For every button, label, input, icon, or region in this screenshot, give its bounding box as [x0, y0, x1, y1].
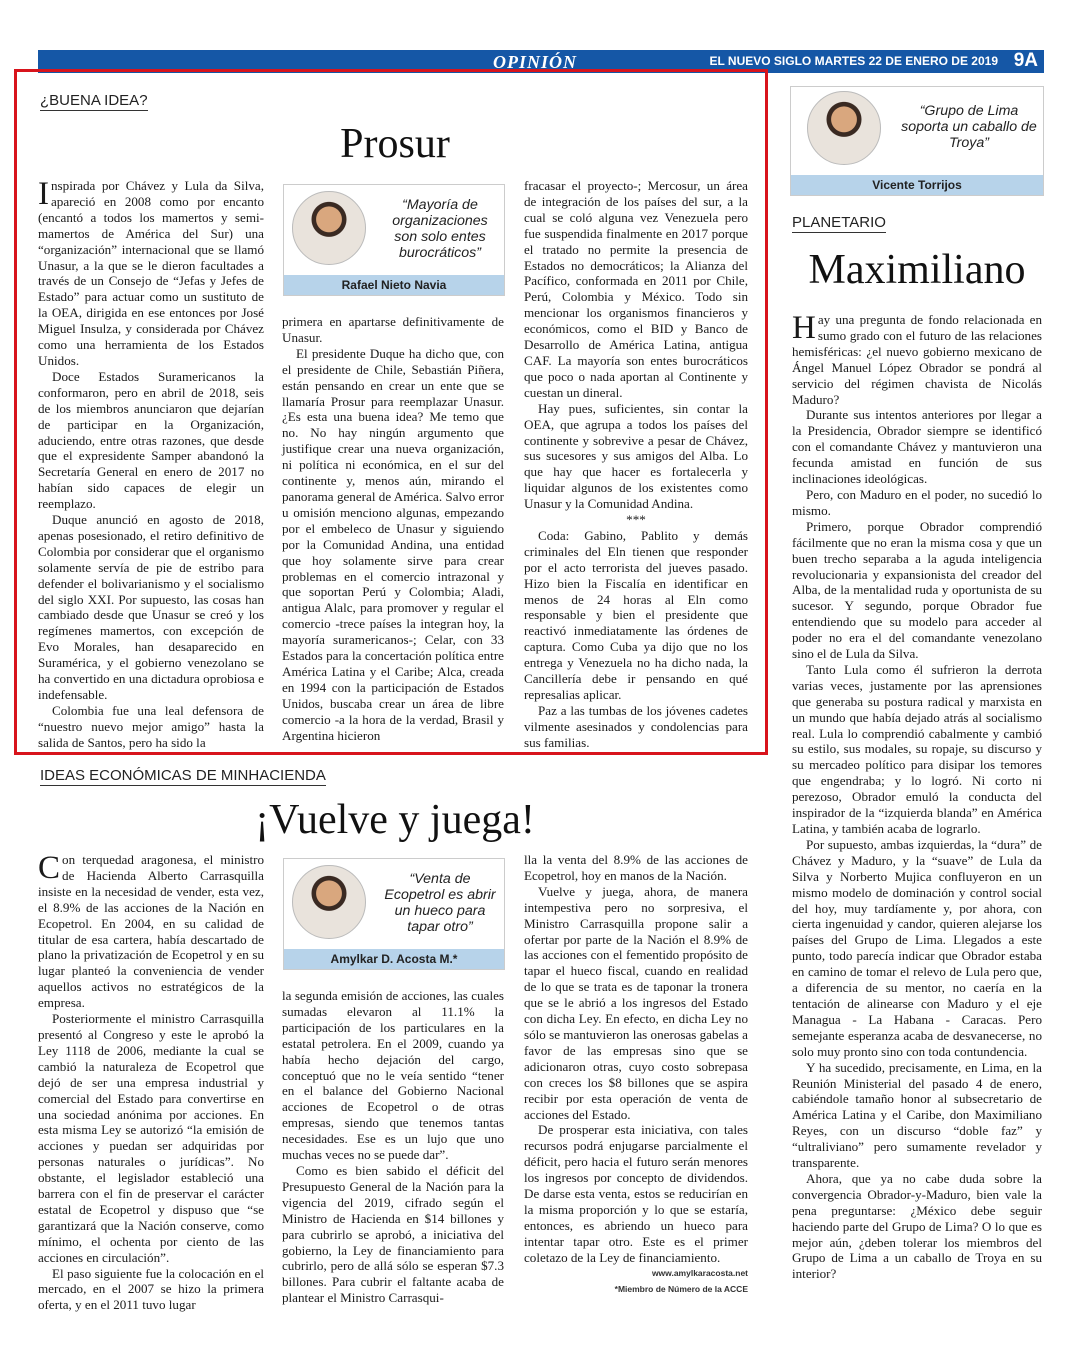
author-name: Rafael Nieto Navia	[284, 275, 504, 295]
page-number: 9A	[1013, 50, 1038, 71]
title-a2: ¡Vuelve y juega!	[255, 797, 535, 843]
paragraph: El presidente Duque ha dicho que, con el presidente de Chile, Sebastián Piñera, están pensando en crear un ente que se llamaría Prosur para reemplazar Unasur. ¿Es esta una buena idea? Me temo que no. No hay ningún argumento que justifique crear una nueva organización, ni política ni económica, en el sur del continente y, menos aún, mirando el panorama general de América. Salvo error u omisión menciono algunas, empezando por el embeleco de Unasur y siguiendo por la Comunidad Andina, una entidad que hoy solamente sirve para crear problemas en el comercio intrazonal y que soportan Perú y Colombia; Aladi, antigua Alalc, para promover y regular el comercio -trece países la integran hoy, la mayoría suramericanos-; Celar, con 33 Estados para la concertación política entre América Latina y el Caribe; Alca, creada en 1994 con la participación de Estados Unidos, buscaba crear un área de libre comercio -a la hora de la verdad, Brasil y Argentina hicieron	[282, 345, 504, 743]
paragraph: Pero, con Maduro en el poder, no sucedió lo mismo.	[792, 486, 1042, 518]
paragraph: Durante sus intentos anteriores por llegar a la Presidencia, Obrador siempre se identificó con el comandante Chávez y mantuvieron una fecunda amistad en función de sus inclinaciones ideológicas.	[792, 407, 1042, 487]
author-photo	[292, 865, 366, 939]
paragraph: De prosperar esta iniciativa, con tales recursos podrá enjugarse parcialmente el déficit, pero hacia el futuro serán menores los ingresos por concepto de dividendos. De darse esta venta, estos se reducirían en la misma proporción y lo que se estaría, entonces, es abriendo un hueco para intentar tapar otro. Este es el primer coletazo de la Ley de financiamiento.	[524, 1122, 748, 1265]
paragraph: Hay una pregunta de fondo relacionada en sumo grado con el futuro de las relaciones hemisféricas: ¿el nuevo gobierno mexicano de Ángel Manuel López Obrador se pondrá al servicio del régimen chavista de Nicolás Maduro?	[792, 310, 1042, 407]
paragraph: Primero, porque Obrador comprendió fácilmente que no eran la misma cosa y que un buen trecho separaba a la aguda inteligencia revolucionaria y expansionista del creador del Alba, de la mentalidad ruda y oportunista de su sucesor. Y segundo, porque Obrador fue entendiendo que su modelo para acceder al poder no era el del comandante venezolano sino el de Lula da Silva.	[792, 518, 1042, 662]
pull-quote: “Grupo de Lima soporta un caballo de Troya”	[901, 103, 1037, 151]
author-name: Amylkar D. Acosta M.*	[284, 949, 504, 969]
quote-box-a2	[283, 858, 505, 970]
a2-column-2	[282, 988, 504, 1306]
paragraph: Posteriormente el ministro Carrasquilla presentó al Congreso y este le aprobó la Ley 1118 de 2006, mediante la cual se cambió la naturaleza de Ecopetrol que dejó de ser una empresa industrial y comercial del Estado para convertirse en una sociedad anónima por acciones. En esta misma Ley se autorizó “la emisión de acciones y puedan ser adquiridas por personas naturales o jurídicas”. No obstante, el legislador estableció una barrera con el fin de preservar el carácter estatal de Ecopetrol y dispuso que “se garantizará que la Nación conserve, como mínimo, el ochenta por ciento de las acciones en circulación”.	[38, 1011, 264, 1265]
pull-quote: “Venta de Ecopetrol es abrir un hueco para tapar otro”	[384, 871, 496, 935]
paragraph: Como es bien sabido el déficit del Presupuesto General de la Nación para la vigencia del 2019, cifrado según el Ministro de Hacienda en $14 billones y para cubrirlo se aprobó, a iniciativa del gobierno, la Ley de financiamiento para cubrirlo, pero de allá sólo se esperan $7.3 billones. Para cubrir el faltante acaba de plantear el Ministro Carrasqui-	[282, 1162, 504, 1306]
paragraph: Con terquedad aragonesa, el ministro de Hacienda Alberto Carrasquilla insiste en la necesidad de vender, esta vez, el 8.9% de las acciones de la Nación en Ecopetrol. En 2004, en su calidad de titular de esa cartera, había descartado de plano la privatización de Ecopetrol y en su lugar planteó la conveniencia de vender aquellos activos no estratégicos de la empresa.	[38, 850, 264, 1011]
paragraph: Coda: Gabino, Pablito y demás criminales del Eln tienen que responder por el acto terrorista del jueves pasado. Hizo bien la Fiscalía en identificar en menos de 24 horas al Eln como responsable y bien el presidente que reactivó inmediatamente las órdenes de captura. Como Cuba ya dijo que no los entrega y Venezuela no ha dicho nada, la Cancillería debe ir pensando en qué represalias aplicar.	[524, 527, 748, 702]
paragraph: Duque anunció en agosto de 2018, apenas posesionado, el retiro definitivo de Colombia por considerar que el organismo solamente servía de pie de estribo para defender el bolivarianismo y el socialismo del siglo XXI. Por supuesto, las cosas han cambiado desde que Unasur se creó y los regímenes mamertos, con excepción de Evo Morales, han desaparecido en Suramérica, y el gobierno venezolano se ha convertido en una dictadura oprobiosa e indefensable.	[38, 512, 264, 702]
paragraph: Por supuesto, ambas izquierdas, la “dura” de Chávez y Maduro, y la “suave” de Lula da Silva y Norberto Mujica confluyeron en un mismo modelo de dominación y control social del hoy, muy tardíamente y, por ahora, con cierta ingenuidad y candor, quieren alejarse los países del Grupo de Lima. Llegados a este punto, todo parecía indicar que Obrador estaba en camino de tomar el relevo de Lula pero que, a diferencia de su mentor, no caería en la tentación de alinearse con Maduro y el eje Managua - La Habana - Caracas. Pero semejante esperanza acaba de desvanecerse, no solo muy pronto sino con toda contundencia.	[792, 836, 1042, 1059]
paragraph: Doce Estados Suramericanos la conformaron, pero en abril de 2018, seis de los miembros anunciaron que dejarían de participar en la Organización, aduciendo, entre otras razones, que desde que el expresidente Samper abandonó la Secretaría General en enero de 2017 no habían sido capaces de elegir un reemplazo.	[38, 368, 264, 512]
kicker-a1: ¿BUENA IDEA?	[40, 92, 148, 109]
paragraph: Ahora, que ya no cabe duda sobre la convergencia Obrador-y-Maduro, bien vale la pena preguntarse: ¿México debe seguir haciendo parte del Grupo de Lima? O lo que es mejor aún, ¿deben tolerar los miembros del Grupo de Lima a un caballo de Troya en su interior?	[792, 1170, 1042, 1282]
title-a3: Maximiliano	[808, 247, 1026, 293]
paragraph: Y ha sucedido, precisamente, en Lima, en la Reunión Ministerial del pasado 4 de enero, cabiéndole tamaño honor al subsecretario de América Latina y el Caribe, don Maximiliano Reyes, con un discurso “doble faz” y “ultraliviano” pero sumamente revelador y transparente.	[792, 1059, 1042, 1171]
paragraph: la segunda emisión de acciones, las cuales sumadas elevaron al 11.1% la participación de los particulares en la estatal petrolera. En el 2009, cuando ya había hecho dejación del cargo, conceptuó que no le veía sentido “tener en el balance del Gobierno Nacional acciones de Ecopetrol o de otras empresas, siendo que tenemos tantas necesidades. Ese es un lujo que uno muchas veces no se puede dar”.	[282, 988, 504, 1163]
paper-date: EL NUEVO SIGLO MARTES 22 DE ENERO DE 2019	[709, 54, 998, 68]
pull-quote: “Mayoría de organizaciones son solo entes burocráticos”	[392, 197, 488, 261]
paragraph: lla la venta del 8.9% de las acciones de Ecopetrol, hoy en manos de la Nación.	[524, 852, 748, 883]
section-title: OPINIÓN	[493, 52, 578, 72]
paragraph: fracasar el proyecto-; Mercosur, un área de integración de los países del sur, a la cual se coló alguna vez Venezuela pero fue suspendida finalmente en 2017 porque el tratado no permite la presencia de Estados no democráticos; la Alianza del Pacífico, conformada en 2011 por Chile, Perú, Colombia y México. Todo sin mencionar los organismos financieros y económicos, como el BID y Banco de Desarrollo de América Latina, antigua CAF. La mayoría son entes burocráticos que poco o nada aportan al Continente y cuestan un dineral.	[524, 178, 748, 400]
quote-box-a1	[283, 184, 505, 296]
paragraph: El paso siguiente fue la colocación en el mercado, en el 2007 se hizo la primera oferta, y en el 2011 tuvo lugar	[38, 1265, 264, 1313]
kicker-a3: PLANETARIO	[792, 214, 886, 231]
paragraph: Colombia fue una leal defensora de “nuestro nuevo mejor amigo” hasta la salida de Santos, pero ha sido la	[38, 702, 264, 750]
a1-column-1	[38, 178, 264, 751]
author-website: www.amylkaracosta.net	[651, 1268, 748, 1278]
author-note: *Miembro de Número de la ACCE	[614, 1284, 748, 1294]
author-name: Vicente Torrijos	[791, 175, 1043, 195]
a1-column-3	[524, 178, 748, 751]
a1-column-2	[282, 314, 504, 743]
paragraph: Hay pues, suficientes, sin contar la OEA, que agrupa a todos los países del continente y sobrevive a pesar de Chávez, sus sucesores y sus amigos del Alba. Lo que hay que hacer es fortalecerla y liquidar algunos de los existentes como Unasur y la Comunidad Andina.	[524, 400, 748, 512]
kicker-a2: IDEAS ECONÓMICAS DE MINHACIENDA	[40, 767, 326, 784]
a3-column-1	[792, 312, 1042, 1282]
paragraph: Paz a las tumbas de los jóvenes cadetes vilmente asesinados y condolencias para sus familias.	[524, 702, 748, 750]
a2-column-1	[38, 852, 264, 1313]
author-photo	[292, 191, 366, 265]
paragraph: primera en apartarse definitivamente de Unasur.	[282, 314, 504, 345]
quote-box-a3	[790, 86, 1044, 196]
paragraph: Tanto Lula como él sufrieron la derrota varias veces, justamente por las aprensiones que generaba su postura radical y marxista en un mundo que había dejado atrás al socialismo real. Lula lo comprendió cabalmente y cambió su estilo, sus modales, su ropaje, su discurso y su mercadeo político para disipar los temores que engendraba; y lo logró. Ni corto ni perezoso, Obrador emuló la conducta del inspirador de la “izquierda blanda” en América Latina, y también acaba de lograrlo.	[792, 661, 1042, 836]
title-a1: Prosur	[340, 121, 450, 167]
paragraph: Inspirada por Chávez y Lula da Silva, apareció en 2008 como por encanto (encantó a todos los mamertos y semi-mamertos de América del Sur) una “organización” internacional que se llamó Unasur, a la que se le dieron facultades a través de un Consejo de “Jefas y Jefes de Estado” para actuar como un sustituto de la OEA, dirigida en ese entonces por José Miguel Insulza, y considerada por Chávez como una herramienta de los Estados Unidos.	[38, 176, 264, 368]
author-photo	[807, 91, 881, 165]
a2-column-3	[524, 852, 748, 1266]
paragraph: Vuelve y juega, ahora, de manera intempestiva pero no sorpresiva, el Ministro Carrasquilla propone salir a ofertar por parte de la Nación el 8.9% de las acciones con el fementido propósito de tapar el hueco fiscal, cuando en realidad de lo que se trata es de taponar la tronera que se le abrió a los ingresos del Estado con dicha Ley. En efecto, en dicha Ley no sólo se mantuvieron las onerosas gabelas a favor de las empresas sino que se adicionaron otras, cuyo costo sobrepasa con creces los $8 billones que se aspira recibir por esta operación de venta de acciones del Estado.	[524, 883, 748, 1122]
paragraph: ***	[626, 512, 646, 528]
